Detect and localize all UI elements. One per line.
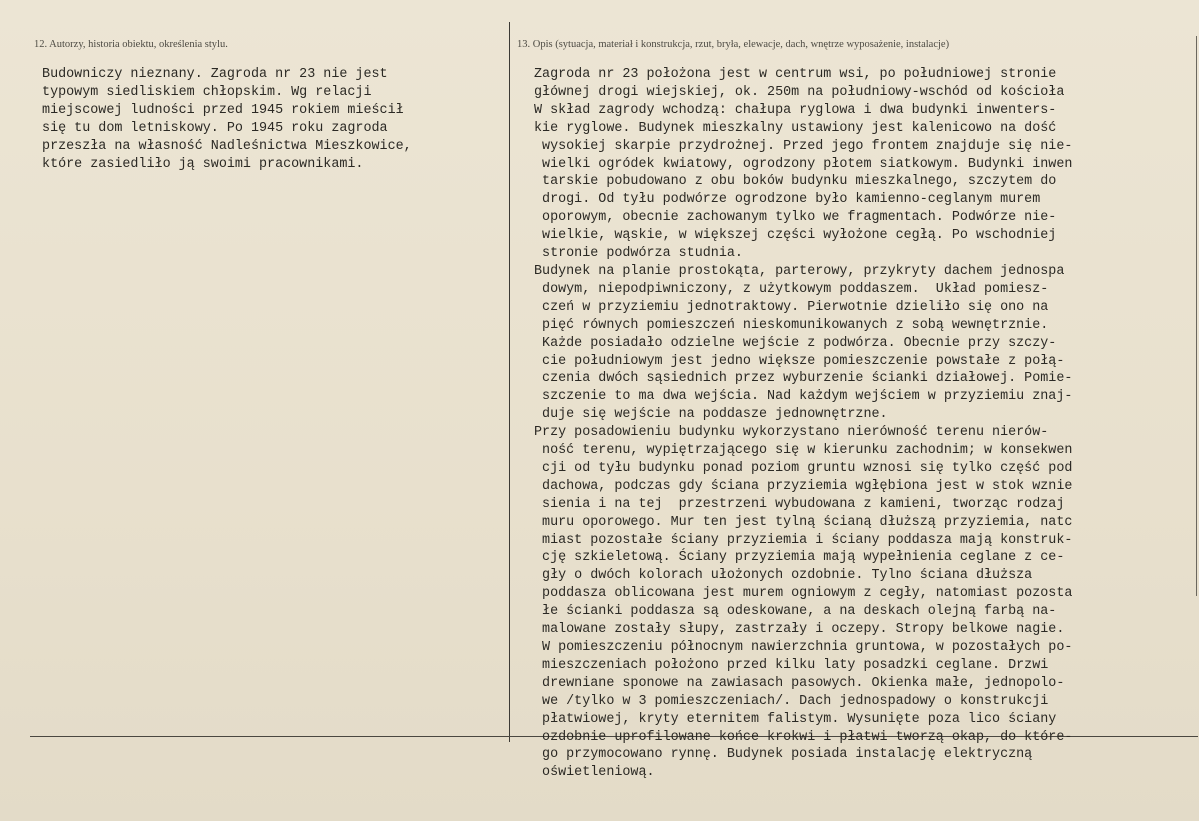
text-line: we /tylko w 3 pomieszczeniach/. Dach jednospadowy o konstrukcji <box>534 693 1049 709</box>
text-line: W skład zagrody wchodzą: chałupa ryglowa i dwa budynki inwenters- <box>534 102 1057 118</box>
text-line: muru oporowego. Mur ten jest tylną ścianą dłuższą przyziemia, natc <box>534 514 1073 530</box>
text-line: ozdobnie uprofilowane końce krokwi i płatwi tworzą okap, do które- <box>534 729 1073 745</box>
text-line: kie ryglowe. Budynek mieszkalny ustawiony jest kalenicowo na dość <box>534 120 1057 136</box>
text-line: sienia i na tej przestrzeni wybudowana z kamieni, tworząc rodzaj <box>534 496 1065 512</box>
text-line: typowym siedliskiem chłopskim. Wg relacji <box>34 84 372 100</box>
text-line: stronie podwórza studnia. <box>534 246 743 262</box>
text-line: oporowym, obecnie zachowanym tylko we fragmentach. Podwórze nie- <box>534 210 1057 226</box>
page-edge-rule <box>1196 36 1197 596</box>
text-line: oświetleniową. <box>534 765 655 781</box>
text-line: czenia dwóch sąsiednich przez wyburzenie ścianki działowej. Pomie- <box>534 371 1073 387</box>
text-line: miast pozostałe ściany przyziemia i ściany poddasza mają konstruk- <box>534 532 1073 548</box>
text-line: poddasza oblicowana jest murem ogniowym z cegły, natomiast pozosta <box>534 586 1073 602</box>
text-line: Każde posiadało odzielne wejście z podwórza. Obecnie przy szczy- <box>534 335 1057 351</box>
column-divider <box>509 22 510 742</box>
section-13-body <box>534 66 1072 782</box>
text-line: wysokiej skarpie przydrożnej. Przed jego frontem znajduje się nie- <box>534 138 1073 154</box>
text-line: dowym, niepodpiwniczony, z użytkowym poddaszem. Układ pomiesz- <box>534 281 1049 297</box>
section-13-header: 13. Opis (sytuacja, materiał i konstrukcja, rzut, bryła, elewacje, dach, wnętrze wyposażenie, instalacje) <box>517 39 950 50</box>
text-line: pięć równych pomieszczeń nieskomunikowanych z sobą wewnętrznie. <box>534 317 1049 333</box>
text-line: cji od tyłu budynku ponad poziom gruntu wznosi się tylko część pod <box>534 460 1073 476</box>
text-line: wielki ogródek kwiatowy, ogrodzony płotem siatkowym. Budynki inwen <box>534 156 1073 172</box>
text-line: tarskie pobudowano z obu boków budynku mieszkalnego, szczytem do <box>534 174 1057 190</box>
text-line: W pomieszczeniu północnym nawierzchnia gruntowa, w pozostałych po- <box>534 640 1073 655</box>
text-line: cie południowym jest jedno większe pomieszczenie powstałe z połą- <box>534 353 1065 369</box>
text-line: Budowniczy nieznany. Zagroda nr 23 nie jest <box>34 67 388 82</box>
text-line: które zasiedliło ją swoimi pracownikami. <box>34 156 364 172</box>
section-12-body <box>34 66 412 173</box>
text-line: miejscowej ludności przed 1945 rokiem mieścił <box>34 102 404 118</box>
text-line: drewniane sponowe na zawiasach pasowych. Okienka małe, jednopolo- <box>534 675 1065 691</box>
text-line: wielkie, wąskie, w większej części wyłożone cegłą. Po wschodniej <box>534 228 1057 244</box>
text-line: płatwiowej, kryty eternitem falistym. Wysunięte poza lico ściany <box>534 711 1057 727</box>
text-line: drogi. Od tyłu podwórze ogrodzone było kamienno-ceglanym murem <box>534 192 1041 208</box>
text-line: cję szkieletową. Ściany przyziemia mają wypełnienia ceglane z ce- <box>534 550 1065 566</box>
text-line: Przy posadowieniu budynku wykorzystano nierówność terenu nierów- <box>534 425 1049 441</box>
text-line: gły o dwóch kolorach ułożonych ozdobnie. Tylno ściana dłuższa <box>534 568 1033 584</box>
text-line: ność terenu, wypiętrzającego się w kierunku zachodnim; w konsekwen <box>534 443 1073 459</box>
text-line: dachowa, podczas gdy ściana przyziemia wgłębiona jest w stok wznie <box>534 478 1073 494</box>
text-line: głównej drogi wiejskiej, ok. 250m na południowy-wschód od kościoła <box>534 84 1065 100</box>
text-line: go przymocowano rynnę. Budynek posiada instalację elektryczną <box>534 747 1033 763</box>
text-line: malowane zostały słupy, zastrzały i oczepy. Stropy belkowe nagie. <box>534 622 1065 638</box>
text-line: się tu dom letniskowy. Po 1945 roku zagroda <box>34 120 388 136</box>
text-line: czeń w przyziemiu jednotraktowy. Pierwotnie dzieliło się ono na <box>534 299 1049 315</box>
text-line: mieszczeniach położono przed kilku laty posadzki ceglane. Drzwi <box>534 657 1049 673</box>
text-line: łe ścianki poddasza są odeskowane, a na deskach olejną farbą na- <box>534 604 1057 620</box>
text-line: Budynek na planie prostokąta, parterowy, przykryty dachem jednospa <box>534 263 1065 279</box>
text-line: przeszła na własność Nadleśnictwa Mieszkowice, <box>34 138 412 154</box>
section-12-header: 12. Autorzy, historia obiektu, określenia stylu. <box>34 39 228 50</box>
text-line: szczenie to ma dwa wejścia. Nad każdym wejściem w przyziemiu znaj- <box>534 389 1073 405</box>
text-line: duje się wejście na poddasze jednownętrzne. <box>534 407 888 423</box>
text-line: Zagroda nr 23 położona jest w centrum wsi, po południowej stronie <box>534 67 1057 82</box>
